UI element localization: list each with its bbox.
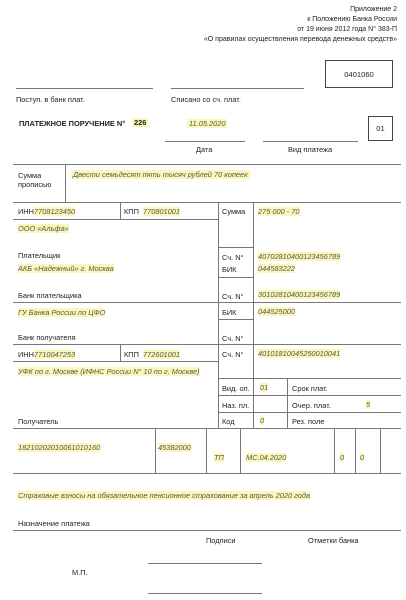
payment-type-line [263, 141, 358, 142]
op-type: 01 [260, 383, 269, 392]
payee-bottom-line [13, 428, 401, 429]
tax-basis: ТП [214, 453, 224, 462]
tax-div-6 [380, 428, 381, 473]
payee-bank-bottom-line [13, 344, 401, 345]
appendix-line: Приложение 2 [350, 6, 397, 13]
date-label: Дата [196, 145, 213, 154]
op-row-1-line [218, 395, 401, 396]
payment-type-label: Вид платежа [288, 145, 333, 154]
regulation-date-line: от 19 июня 2012 года N° 383-П [297, 26, 397, 33]
payer-account: 40702810400123456789 [258, 252, 341, 261]
reserve-label: Рез. поле [292, 417, 325, 426]
amount-value: 275 000 - 70 [258, 207, 300, 216]
payee-account-label: Сч. N° [222, 350, 244, 359]
purpose-code-label: Наз. пл. [222, 401, 250, 410]
tax-bottom-line [13, 473, 401, 474]
payee-inn-label: ИНН [18, 350, 34, 359]
payer-inn-line [13, 219, 218, 220]
debited-line [171, 88, 304, 89]
pay-term-label: Срок плат. [292, 384, 328, 393]
payee-bik-line [218, 319, 253, 320]
payment-purpose-text: Страховые взносы на обязательное пенсионное страхование за апрель 2020 года [18, 491, 311, 500]
payer-bank-corr-account: 30102810400123456789 [258, 290, 341, 299]
payer-bank-bik-label: БИК [222, 265, 237, 274]
tax-div-1 [155, 428, 156, 473]
payee-inn-kpp-divider [120, 344, 121, 361]
date-line [165, 141, 245, 142]
received-label: Поступ. в банк плат. [16, 95, 85, 104]
priority-box [368, 116, 393, 141]
payee-inn-line [13, 361, 218, 362]
payer-inn: 7708123450 [34, 207, 76, 216]
payee-account-bottom-line [218, 378, 401, 379]
payer-bik-line [218, 277, 253, 278]
payer-bank-name: АКБ «Надежный» г. Москва [18, 264, 114, 273]
form-code: 0401060 [344, 69, 374, 79]
payee-kpp: 772601001 [143, 350, 180, 359]
tax-doc-number: 0 [340, 453, 345, 462]
tax-doc-date: 0 [360, 453, 365, 462]
signature-line-2 [148, 593, 262, 594]
order-date: 11.05.2020 [189, 119, 226, 128]
payer-account-label: Сч. N° [222, 253, 244, 262]
tax-div-3 [240, 428, 241, 473]
payee-name: УФК по г. Москве (ИФНС России N° 10 по г. Москве) [18, 367, 200, 376]
payee-bank-section-label: Банк получателя [18, 333, 76, 342]
code-label: Код [222, 417, 235, 426]
tax-oktmo: 45382000 [158, 443, 191, 452]
form-code-box [325, 60, 393, 88]
payee-account: 40101810045250010041 [258, 349, 341, 358]
payer-top-line [13, 202, 401, 203]
form-title: ПЛАТЕЖНОЕ ПОРУЧЕНИЕ N° [19, 119, 126, 128]
payer-inn-label: ИНН [18, 207, 34, 216]
payer-kpp: 770801001 [143, 207, 180, 216]
amount-words-label-2: прописью [18, 180, 52, 189]
amount-label: Сумма [222, 207, 246, 216]
op-row-2-line [218, 412, 401, 413]
payer-name: ООО «Альфа» [18, 224, 69, 233]
payer-bank-bottom-line [13, 302, 401, 303]
payee-bank-account-label: Сч. N° [222, 334, 244, 343]
payee-inn: 7710047253 [34, 350, 76, 359]
op-block-divider [287, 378, 288, 428]
amount-words-divider [65, 164, 66, 202]
payment-order: 5 [366, 400, 371, 409]
payer-section-label: Плательщик [18, 251, 61, 260]
regulation-title-line: «О правилах осуществления перевода денежных средств» [203, 36, 397, 43]
stamp-label: М.П. [72, 568, 88, 577]
debited-label: Списано со сч. плат. [171, 95, 241, 104]
payee-section-label: Получатель [18, 417, 59, 426]
purpose-bottom-line [13, 530, 401, 531]
payee-kpp-label: КПП [124, 350, 139, 359]
payer-kpp-label: КПП [124, 207, 139, 216]
tax-kbk: 18210202010061010160 [18, 443, 101, 452]
regulation-line: к Положению Банка России [307, 16, 397, 23]
payee-bank-bik-label: БИК [222, 308, 237, 317]
amount-words-label: Сумма [18, 171, 42, 180]
payer-inn-kpp-divider [120, 202, 121, 219]
amount-words-top-line [13, 164, 401, 165]
payer-bank-bik: 044583222 [258, 264, 295, 273]
payer-account-line [218, 247, 253, 248]
payer-bank-account-label: Сч. N° [222, 292, 244, 301]
op-type-label: Вид. оп. [222, 384, 250, 393]
code-value: 0 [260, 416, 265, 425]
payee-bank-bik: 044525000 [258, 307, 295, 316]
payee-bank-name: ГУ Банка России по ЦФО [18, 308, 106, 317]
tax-div-4 [334, 428, 335, 473]
order-label: Очер. плат. [292, 401, 331, 410]
received-line [16, 88, 153, 89]
amount-in-words: Двести семьдесят пять тысяч рублей 70 копеек [73, 170, 248, 179]
tax-div-2 [206, 428, 207, 473]
priority-code: 01 [376, 124, 385, 133]
signatures-label: Подписи [206, 536, 236, 545]
bank-marks-label: Отметки банка [308, 536, 359, 545]
signature-line-1 [148, 563, 262, 564]
payment-purpose-label: Назначение платежа [18, 519, 90, 528]
tax-div-5 [355, 428, 356, 473]
payer-bank-section-label: Банк плательщика [18, 291, 82, 300]
tax-period: МС.04.2020 [246, 453, 287, 462]
order-number: 226 [134, 118, 147, 127]
